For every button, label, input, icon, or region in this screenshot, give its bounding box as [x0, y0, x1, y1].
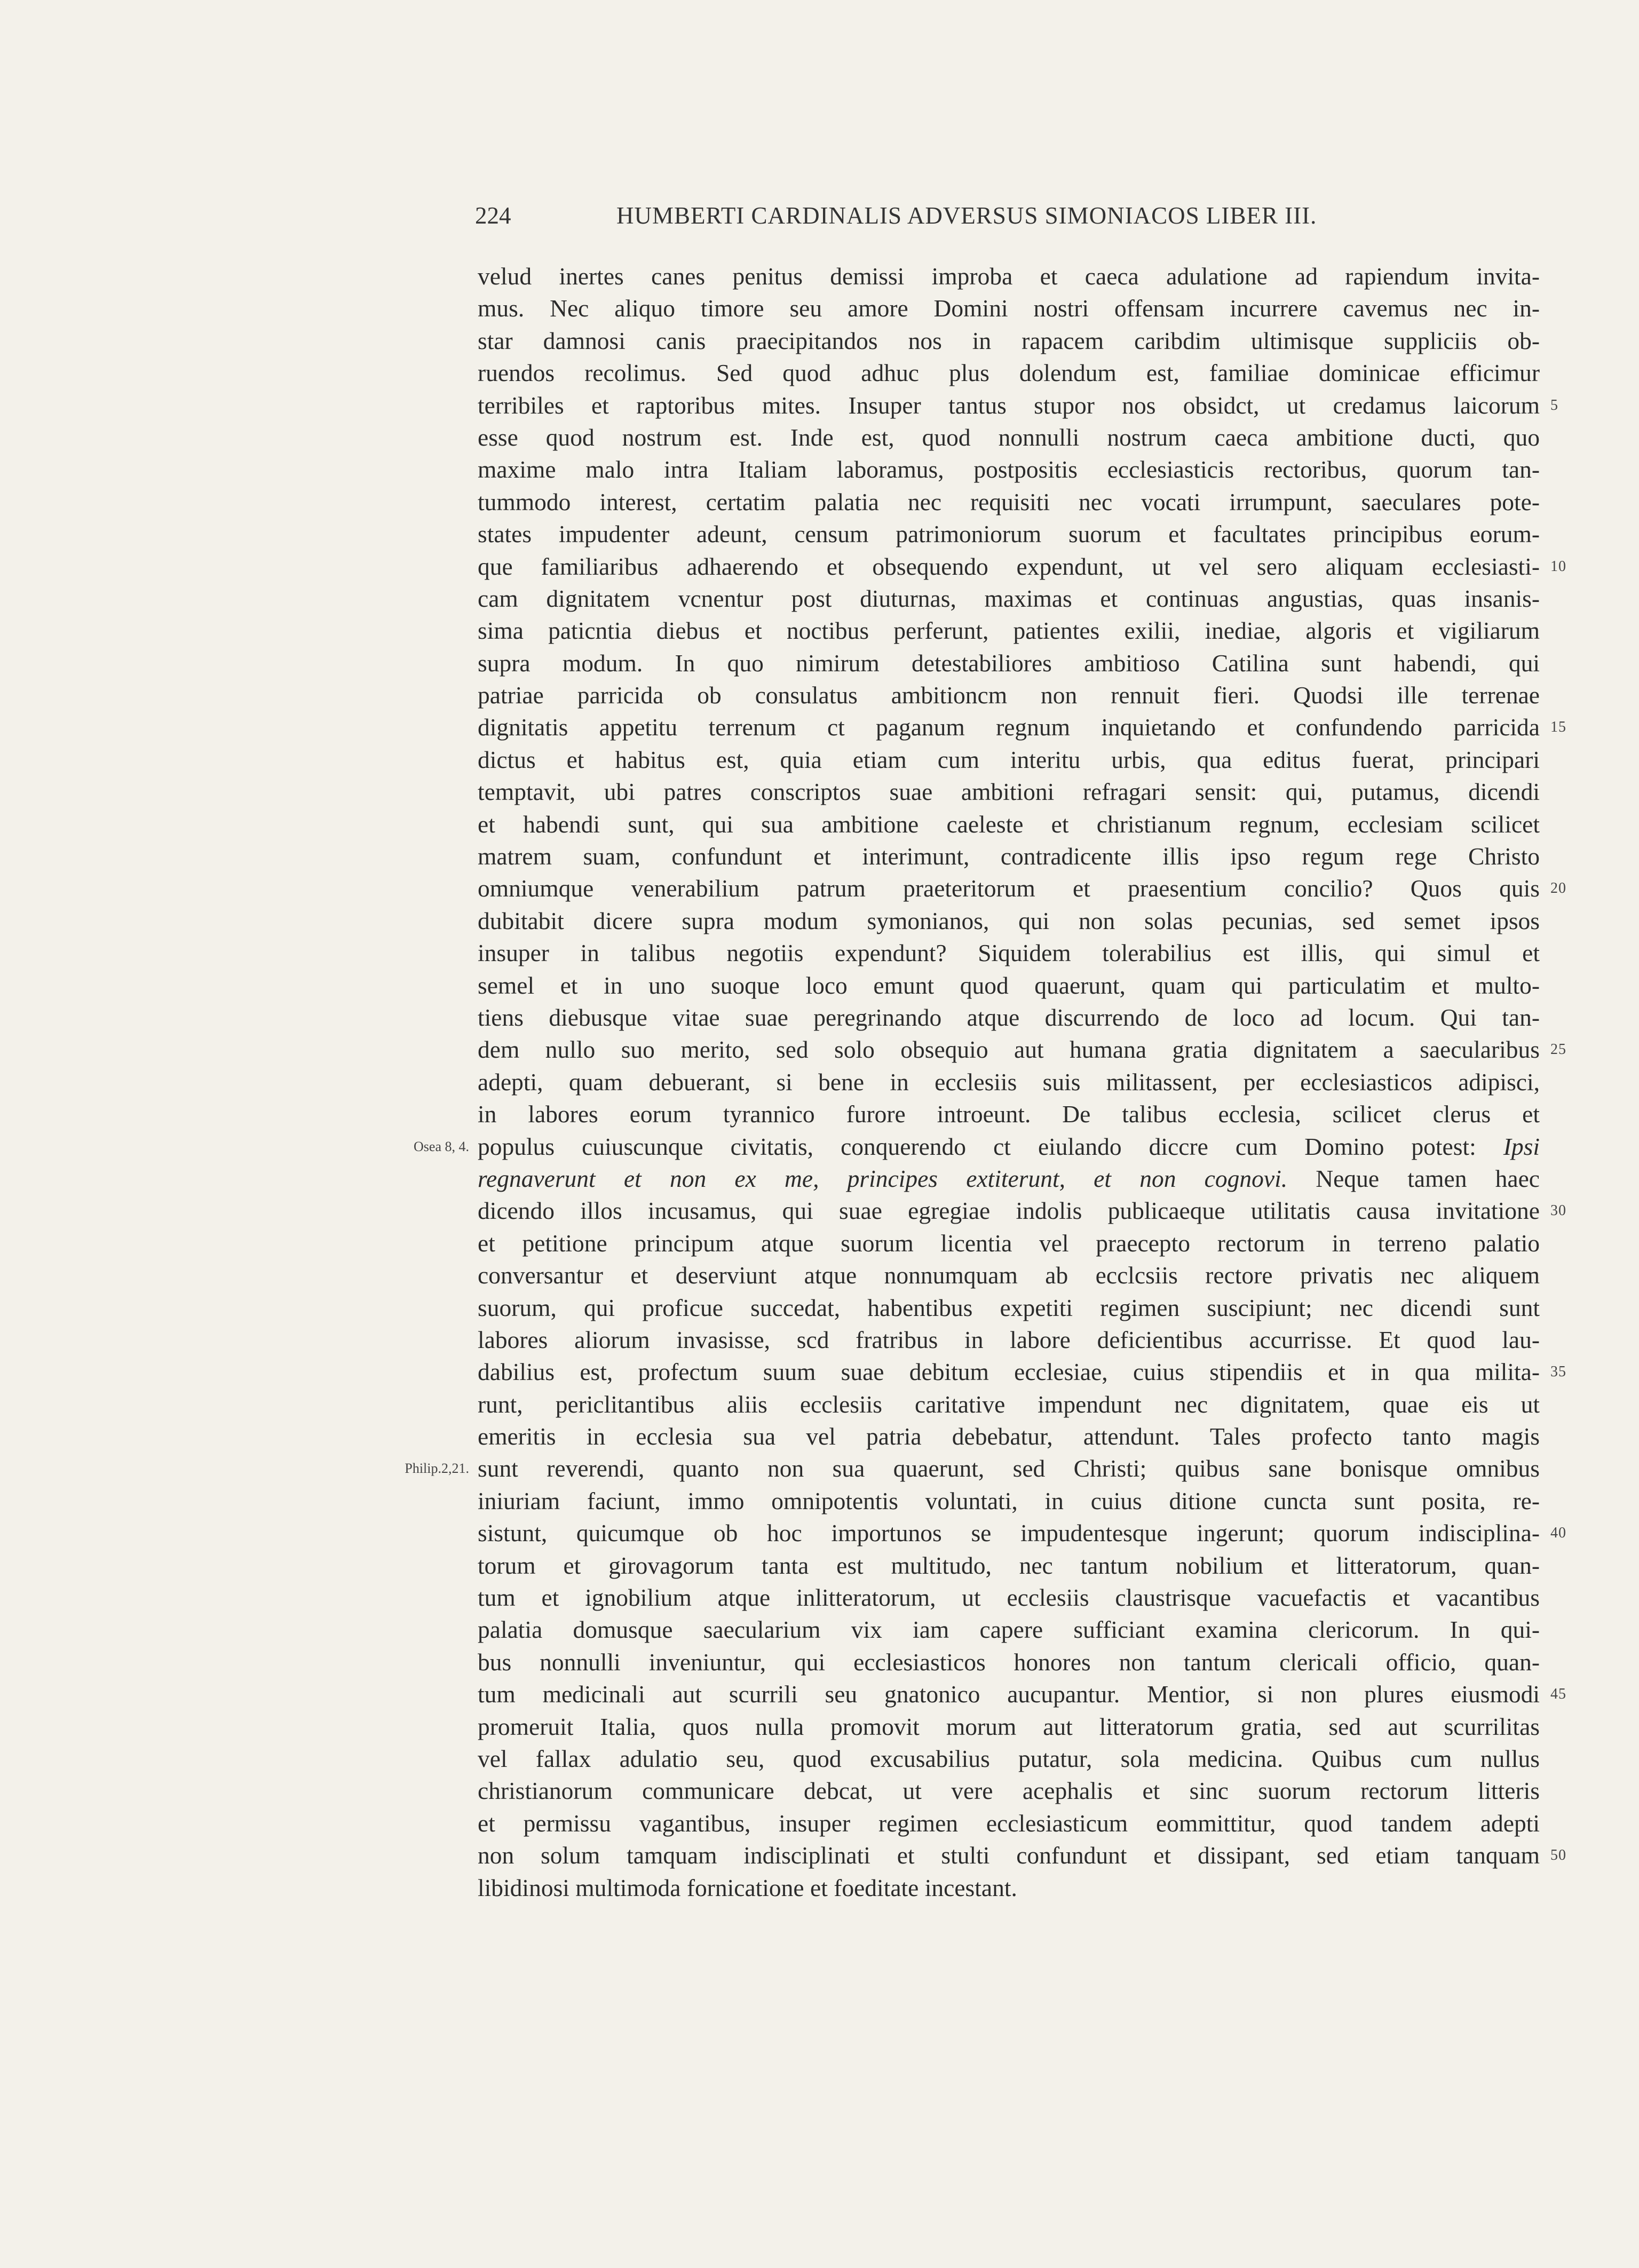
text-line: patriae parricida ob consulatus ambitioncm non rennuit fieri. Quodsi ille terrenae: [478, 681, 1540, 709]
text-line: adepti, quam debuerant, si bene in ecclesiis suis militassent, per ecclesiasticos adipisci,: [478, 1068, 1540, 1096]
line-number: 10: [1550, 558, 1566, 575]
text-line: Osea 8, 4. populus cuiuscunque civitatis, conquerendo ct eiulando diccre cum Domino potest: Ipsi: [478, 1131, 1540, 1163]
line-number: 5: [1550, 396, 1558, 414]
text-line: labores aliorum invasisse, scd fratribus in labore deficientibus accurrisse. Et quod lau-: [478, 1326, 1540, 1353]
page-number: 224: [475, 202, 511, 229]
text-line: maxime malo intra Italiam laboramus, postpositis ecclesiasticis rectoribus, quorum tan-: [478, 456, 1540, 483]
text-line: vel fallax adulatio seu, quod excusabilius putatur, sola medicina. Quibus cum nullus: [478, 1744, 1540, 1772]
text-line: Philip.2,21. sunt reverendi, quanto non sua quaerunt, sed Christi; quibus sane bonisque omnibus: [478, 1453, 1540, 1485]
text-line: dem nullo suo merito, sed solo obsequio aut humana gratia dignitatem a saecularibus 25: [478, 1034, 1540, 1066]
text-line: et habendi sunt, qui sua ambitione caeleste et christianum regnum, ecclesiam scilicet: [478, 810, 1540, 838]
text-line: promeruit Italia, quos nulla promovit morum aut litteratorum gratia, sed aut scurrilitas: [478, 1712, 1540, 1740]
text-line: omniumque venerabilium patrum praeteritorum et praesentium concilio? Quos quis 20: [478, 873, 1540, 905]
text-line: dabilius est, profectum suum suae debitum ecclesiae, cuius stipendiis et in qua milita- 35: [478, 1356, 1540, 1388]
line-number: 30: [1550, 1202, 1566, 1219]
text-line: dignitatis appetitu terrenum ct paganum regnum inquietando et confundendo parricida 15: [478, 711, 1540, 743]
text-line: tum medicinali aut scurrili seu gnatonico aucupantur. Mentior, si non plures eiusmodi 45: [478, 1678, 1540, 1710]
text-line: et permissu vagantibus, insuper regimen ecclesiasticum eommittitur, quod tandem adepti: [478, 1809, 1540, 1837]
line-number: 35: [1550, 1363, 1566, 1381]
text-line: non solum tamquam indisciplinati et stulti confundunt et dissipant, sed etiam tanquam 50: [478, 1839, 1540, 1872]
text-line: sistunt, quicumque ob hoc importunos se impudentesque ingerunt; quorum indisciplina- 40: [478, 1517, 1540, 1549]
margin-note-osea: Osea 8, 4.: [414, 1138, 469, 1154]
text-line: states impudenter adeunt, censum patrimoniorum suorum et facultates principibus eorum-: [478, 520, 1540, 548]
line-number: 15: [1550, 719, 1566, 736]
text-line: suorum, qui proficue succedat, habentibus expetiti regimen suscipiunt; nec dicendi sunt: [478, 1294, 1540, 1321]
text-line: tum et ignobilium atque inlitteratorum, ut ecclesiis claustrisque vacuefactis et vacantibus: [478, 1584, 1540, 1612]
text-line: christianorum communicare debcat, ut vere acephalis et sinc suorum rectorum litteris: [478, 1777, 1540, 1805]
page-header: [475, 202, 1364, 236]
text-line: insuper in talibus negotiis expendunt? Siquidem tolerabilius est illis, qui simul et: [478, 939, 1540, 967]
text-line: temptavit, ubi patres conscriptos suae ambitioni refragari sensit: qui, putamus, dicendi: [478, 778, 1540, 806]
text-line: emeritis in ecclesia sua vel patria debebatur, attendunt. Tales profecto tanto magis: [478, 1423, 1540, 1450]
text-line: que familiaribus adhaerendo et obsequendo expendunt, ut vel sero aliquam ecclesiasti- 10: [478, 551, 1540, 583]
text-line: regnaverunt et non ex me, principes extiterunt, et non cognovi. Neque tamen haec: [478, 1164, 1540, 1192]
italic-quote: regnaverunt et non ex me, principes extiterunt, et non cognovi.: [478, 1164, 1288, 1192]
line-number: 45: [1550, 1686, 1566, 1703]
line-number: 20: [1550, 880, 1566, 897]
text-line: dubitabit dicere supra modum symonianos, qui non solas pecunias, sed semet ipsos: [478, 907, 1540, 934]
text-line: esse quod nostrum est. Inde est, quod nonnulli nostrum caeca ambitione ducti, quo: [478, 423, 1540, 451]
text-line: palatia domusque saecularium vix iam capere sufficiant examina clericorum. In qui-: [478, 1616, 1540, 1644]
text-body: [405, 260, 1566, 1904]
text-line: mus. Nec aliquo timore seu amore Domini nostri offensam incurrere cavemus nec in-: [478, 295, 1540, 322]
line-number: 25: [1550, 1041, 1566, 1058]
text-line: tummodo interest, certatim palatia nec requisiti nec vocati irrumpunt, saeculares pote-: [478, 488, 1540, 516]
text-line: conversantur et deserviunt atque nonnumquam ab ecclcsiis rectore privatis nec aliquem: [478, 1262, 1540, 1289]
text-line: matrem suam, confundunt et interimunt, contradicente illis ipso regum rege Christo: [478, 843, 1540, 870]
text-line: et petitione principum atque suorum licentia vel praecepto rectorum in terreno palatio: [478, 1229, 1540, 1257]
text-line: supra modum. In quo nimirum detestabiliores ambitioso Catilina sunt habendi, qui: [478, 649, 1540, 677]
text-line: velud inertes canes penitus demissi improba et caeca adulatione ad rapiendum invita-: [478, 263, 1540, 290]
text-line: terribiles et raptoribus mites. Insuper tantus stupor nos obsidct, ut credamus laicorum 5: [478, 390, 1540, 422]
text-line: torum et girovagorum tanta est multitudo, nec tantum nobilium et litteratorum, quan-: [478, 1551, 1540, 1579]
text-line: dicendo illos incusamus, qui suae egregiae indolis publicaeque utilitatis causa invitatione 30: [478, 1195, 1540, 1227]
text-line: tiens diebusque vitae suae peregrinando atque discurrendo de loco ad locum. Qui tan-: [478, 1003, 1540, 1031]
text-line: cam dignitatem vcnentur post diuturnas, maximas et continuas angustias, quas insanis-: [478, 584, 1540, 612]
line-number: 50: [1550, 1847, 1566, 1864]
text-line: runt, periclitantibus aliis ecclesiis caritative impendunt nec dignitatem, quae eis ut: [478, 1390, 1540, 1418]
text-line: sima paticntia diebus et noctibus perferunt, patientes exilii, inediae, algoris et vigiliarum: [478, 617, 1540, 645]
text-line: semel et in uno suoque loco emunt quod quaerunt, quam qui particulatim et multo-: [478, 971, 1540, 999]
text-line: ruendos recolimus. Sed quod adhuc plus dolendum est, familiae dominicae efficimur: [478, 359, 1540, 387]
text-line: dictus et habitus est, quia etiam cum interitu urbis, qua editus fuerat, principari: [478, 746, 1540, 773]
text-line: bus nonnulli inveniuntur, qui ecclesiasticos honores non tantum clericali officio, quan-: [478, 1648, 1540, 1676]
text-line: iniuriam faciunt, immo omnipotentis voluntati, in cuius ditione cuncta sunt posita, re-: [478, 1487, 1540, 1514]
running-head: HUMBERTI CARDINALIS ADVERSUS SIMONIACOS LIBER III.: [616, 202, 1317, 229]
line-number: 40: [1550, 1525, 1566, 1542]
margin-note-philip: Philip.2,21.: [405, 1461, 469, 1477]
italic-quote: Ipsi: [1503, 1132, 1540, 1160]
text-line: in labores eorum tyrannico furore introeunt. De talibus ecclesia, scilicet clerus et: [478, 1100, 1540, 1128]
text-line: libidinosi multimoda fornicatione et foeditate incestant.: [478, 1874, 1017, 1901]
text-line: star damnosi canis praecipitandos nos in rapacem caribdim ultimisque suppliciis ob-: [478, 327, 1540, 354]
